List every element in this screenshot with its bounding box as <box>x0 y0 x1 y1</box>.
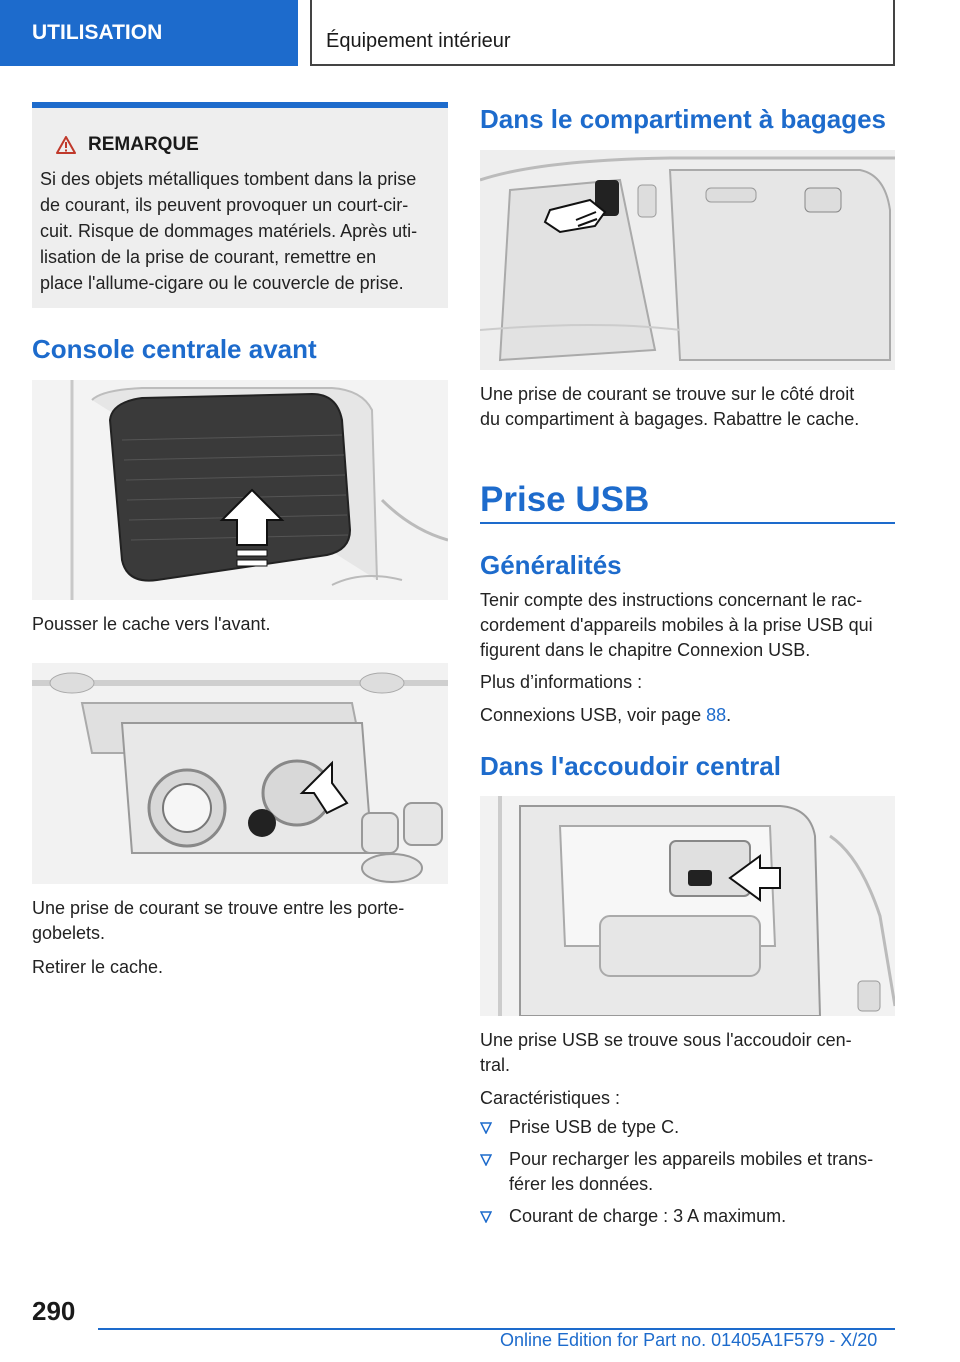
list-item-text: férer les données. <box>509 1174 654 1194</box>
heading-front-console: Console centrale avant <box>32 334 317 364</box>
page-number: 290 <box>32 1296 76 1326</box>
list-item <box>480 1147 895 1197</box>
illustration-console-cover <box>32 380 448 600</box>
illustration-armrest-usb <box>480 796 895 1016</box>
remark-line: place l'allume-cigare ou le couvercle de prise. <box>40 273 404 293</box>
armrest-line: tral. <box>480 1055 511 1075</box>
cross-ref-text: Connexions USB, voir page <box>480 705 707 725</box>
list-item-text: Courant de charge : 3 A maximum. <box>509 1206 787 1226</box>
caption-remove-cover: Retirer le cache. <box>32 957 164 977</box>
remark-line: Si des objets métalliques tombent dans la prise <box>40 169 417 189</box>
list-item-text: Prise USB de type C. <box>509 1117 680 1137</box>
heading-armrest: Dans l'accoudoir central <box>480 751 781 781</box>
remark-header <box>56 134 440 156</box>
remark-line: lisation de la prise de courant, remettre en <box>40 247 377 267</box>
list-item <box>480 1115 895 1140</box>
section-label: UTILISATION <box>32 21 163 44</box>
warning-icon <box>56 136 76 154</box>
edition-info: Online Edition for Part no. 01405A1F579 - X/20 <box>500 1330 878 1350</box>
features-label: Caractéristiques : <box>480 1088 621 1108</box>
general-line: cordement d'appareils mobiles à la prise USB qui <box>480 615 873 635</box>
chapter-title-box <box>310 0 895 66</box>
illustration-trunk-socket <box>480 150 895 370</box>
general-line: figurent dans le chapitre Connexion USB. <box>480 640 811 660</box>
features-list <box>480 1115 895 1236</box>
triangle-bullet-icon <box>480 1211 492 1223</box>
armrest-description <box>480 1028 895 1078</box>
list-item-text: Pour recharger les appareils mobiles et trans- <box>509 1149 874 1169</box>
more-info-label: Plus d’informations : <box>480 672 643 692</box>
caption-socket-between <box>32 896 447 946</box>
general-line: Tenir compte des instructions concernant le rac- <box>480 590 863 610</box>
chapter-title: Équipement intérieur <box>326 30 511 52</box>
trunk-line: Une prise de courant se trouve sur le côté droit <box>480 384 855 404</box>
trunk-line: du compartiment à bagages. Rabattre le cache. <box>480 409 860 429</box>
remark-line: cuit. Risque de dommages matériels. Après uti- <box>40 221 418 241</box>
caption-line: gobelets. <box>32 923 106 943</box>
section-tab <box>0 0 298 66</box>
cross-reference <box>480 703 895 728</box>
trunk-description <box>480 382 895 432</box>
remark-label: REMARQUE <box>88 134 199 155</box>
remark-box <box>32 102 448 308</box>
illustration-cupholders <box>32 663 448 884</box>
triangle-bullet-icon <box>480 1154 492 1166</box>
caption-line: Une prise de courant se trouve entre les porte- <box>32 898 405 918</box>
remark-line: de courant, ils peuvent provoquer un court-cir- <box>40 195 409 215</box>
cross-ref-suffix: . <box>726 705 732 725</box>
triangle-bullet-icon <box>480 1122 492 1134</box>
remark-text <box>40 166 440 296</box>
caption-push-cover: Pousser le cache vers l'avant. <box>32 614 271 634</box>
usb-section-title: Prise USB <box>480 478 895 524</box>
heading-general: Généralités <box>480 550 622 580</box>
list-item <box>480 1204 895 1229</box>
general-text <box>480 588 895 663</box>
page-link[interactable]: 88 <box>706 705 727 725</box>
armrest-line: Une prise USB se trouve sous l'accoudoir cen- <box>480 1030 852 1050</box>
heading-trunk: Dans le compartiment à bagages <box>480 104 887 134</box>
